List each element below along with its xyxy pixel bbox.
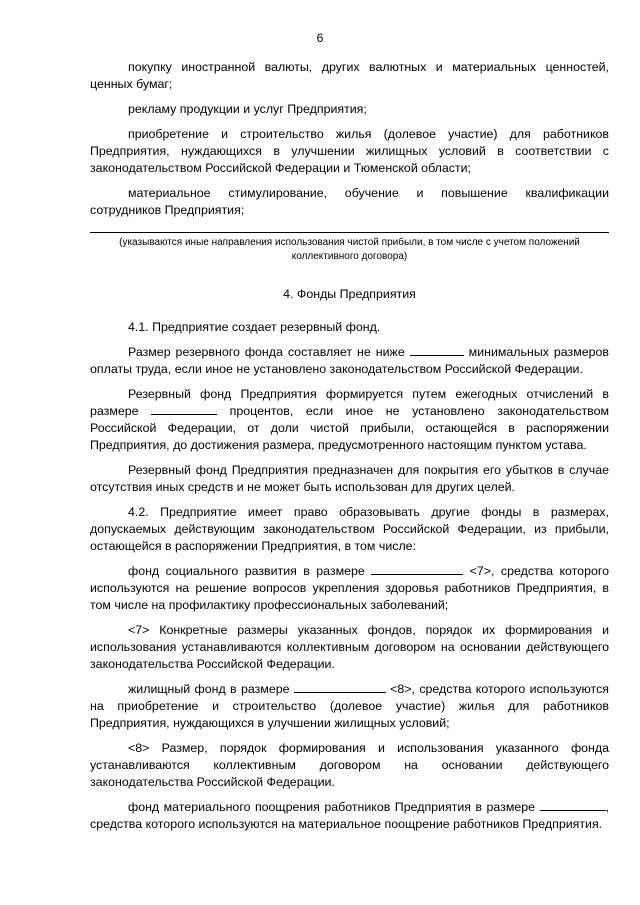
- paragraph-housing-purchase: приобретение и строительство жилья (долевое участие) для работников Предприятия, нуждающихся в улучшении жилищных условий в соответствии с законодательством Российской Федерации и Тюменской области;: [90, 127, 609, 175]
- paragraph-staff-incentives: материальное стимулирование, обучение и повышение квалификации сотрудников Предприятия;: [90, 186, 609, 217]
- paragraph-social-fund: фонд социального развития в размере <7>, средства которого используются на решение вопросов укрепления здоровья работников Предприятия, в том числе на профилактику профессиональных заболеваний;: [90, 564, 609, 612]
- paragraph-reserve-purpose: Резервный фонд Предприятия предназначен для покрытия его убытков в случае отсутствия иных средств и не может быть использован для других целей.: [90, 463, 609, 494]
- page-number: 6: [316, 31, 324, 45]
- blank-line: [540, 799, 606, 811]
- paragraph-housing-fund: жилищный фонд в размере <8>, средства которого используются на приобретение и строительство (долевое участие) жилья для работников Предприятия, нуждающихся в улучшении жилищных условий;: [90, 682, 609, 730]
- paragraph-reserve-size: Размер резервного фонда составляет не ниже минимальных размеров оплаты труда, если иное не установлено законодательством Российской Федерации.: [90, 345, 609, 376]
- paragraph-4-1: 4.1. Предприятие создает резервный фонд.: [128, 320, 381, 334]
- paragraph-4-2: 4.2. Предприятие имеет право образовывать другие фонды в размерах, допускаемых действующим законодательством Российской Федерации, из прибыли, остающейся в распоряжении Предприятия, в том числе:: [90, 505, 609, 553]
- footnote-8: <8> Размер, порядок формирования и использования указанного фонда устанавливаются коллективным договором на основании действующего законодательства Российской Федерации.: [90, 741, 609, 789]
- paragraph-advertising: рекламу продукции и услуг Предприятия;: [128, 102, 367, 116]
- paragraph-incentive-fund: фонд материального поощрения работников Предприятия в размере , средства которого используются на материальное поощрение работников Предприятия.: [90, 800, 609, 831]
- section-heading: 4. Фонды Предприятия: [283, 287, 416, 301]
- fill-in-note: (указываются иные направления использования чистой прибыли, в том числе с учетом положений коллективного договора): [119, 237, 580, 262]
- paragraph-currency: покупку иностранной валюты, других валютных и материальных ценностей, ценных бумаг;: [90, 60, 609, 91]
- blank-line: [371, 563, 463, 575]
- document-body: [90, 59, 609, 833]
- blank-line: [294, 681, 386, 693]
- fill-in-line: [90, 232, 609, 233]
- paragraph-reserve-formed: Резервный фонд Предприятия формируется путем ежегодных отчислений в размере процентов, если иное не установлено законодательством Российской Федерации, от доли чистой прибыли, остающейся в распоряжении Предприятия, до достижения размера, предусмотренного настоящим пунктом устава.: [90, 387, 609, 452]
- blank-line: [410, 344, 464, 356]
- blank-line: [151, 403, 217, 415]
- footnote-7: <7> Конкретные размеры указанных фондов, порядок их формирования и использования устанавливаются коллективным договором на основании действующего законодательства Российской Федерации.: [90, 623, 609, 671]
